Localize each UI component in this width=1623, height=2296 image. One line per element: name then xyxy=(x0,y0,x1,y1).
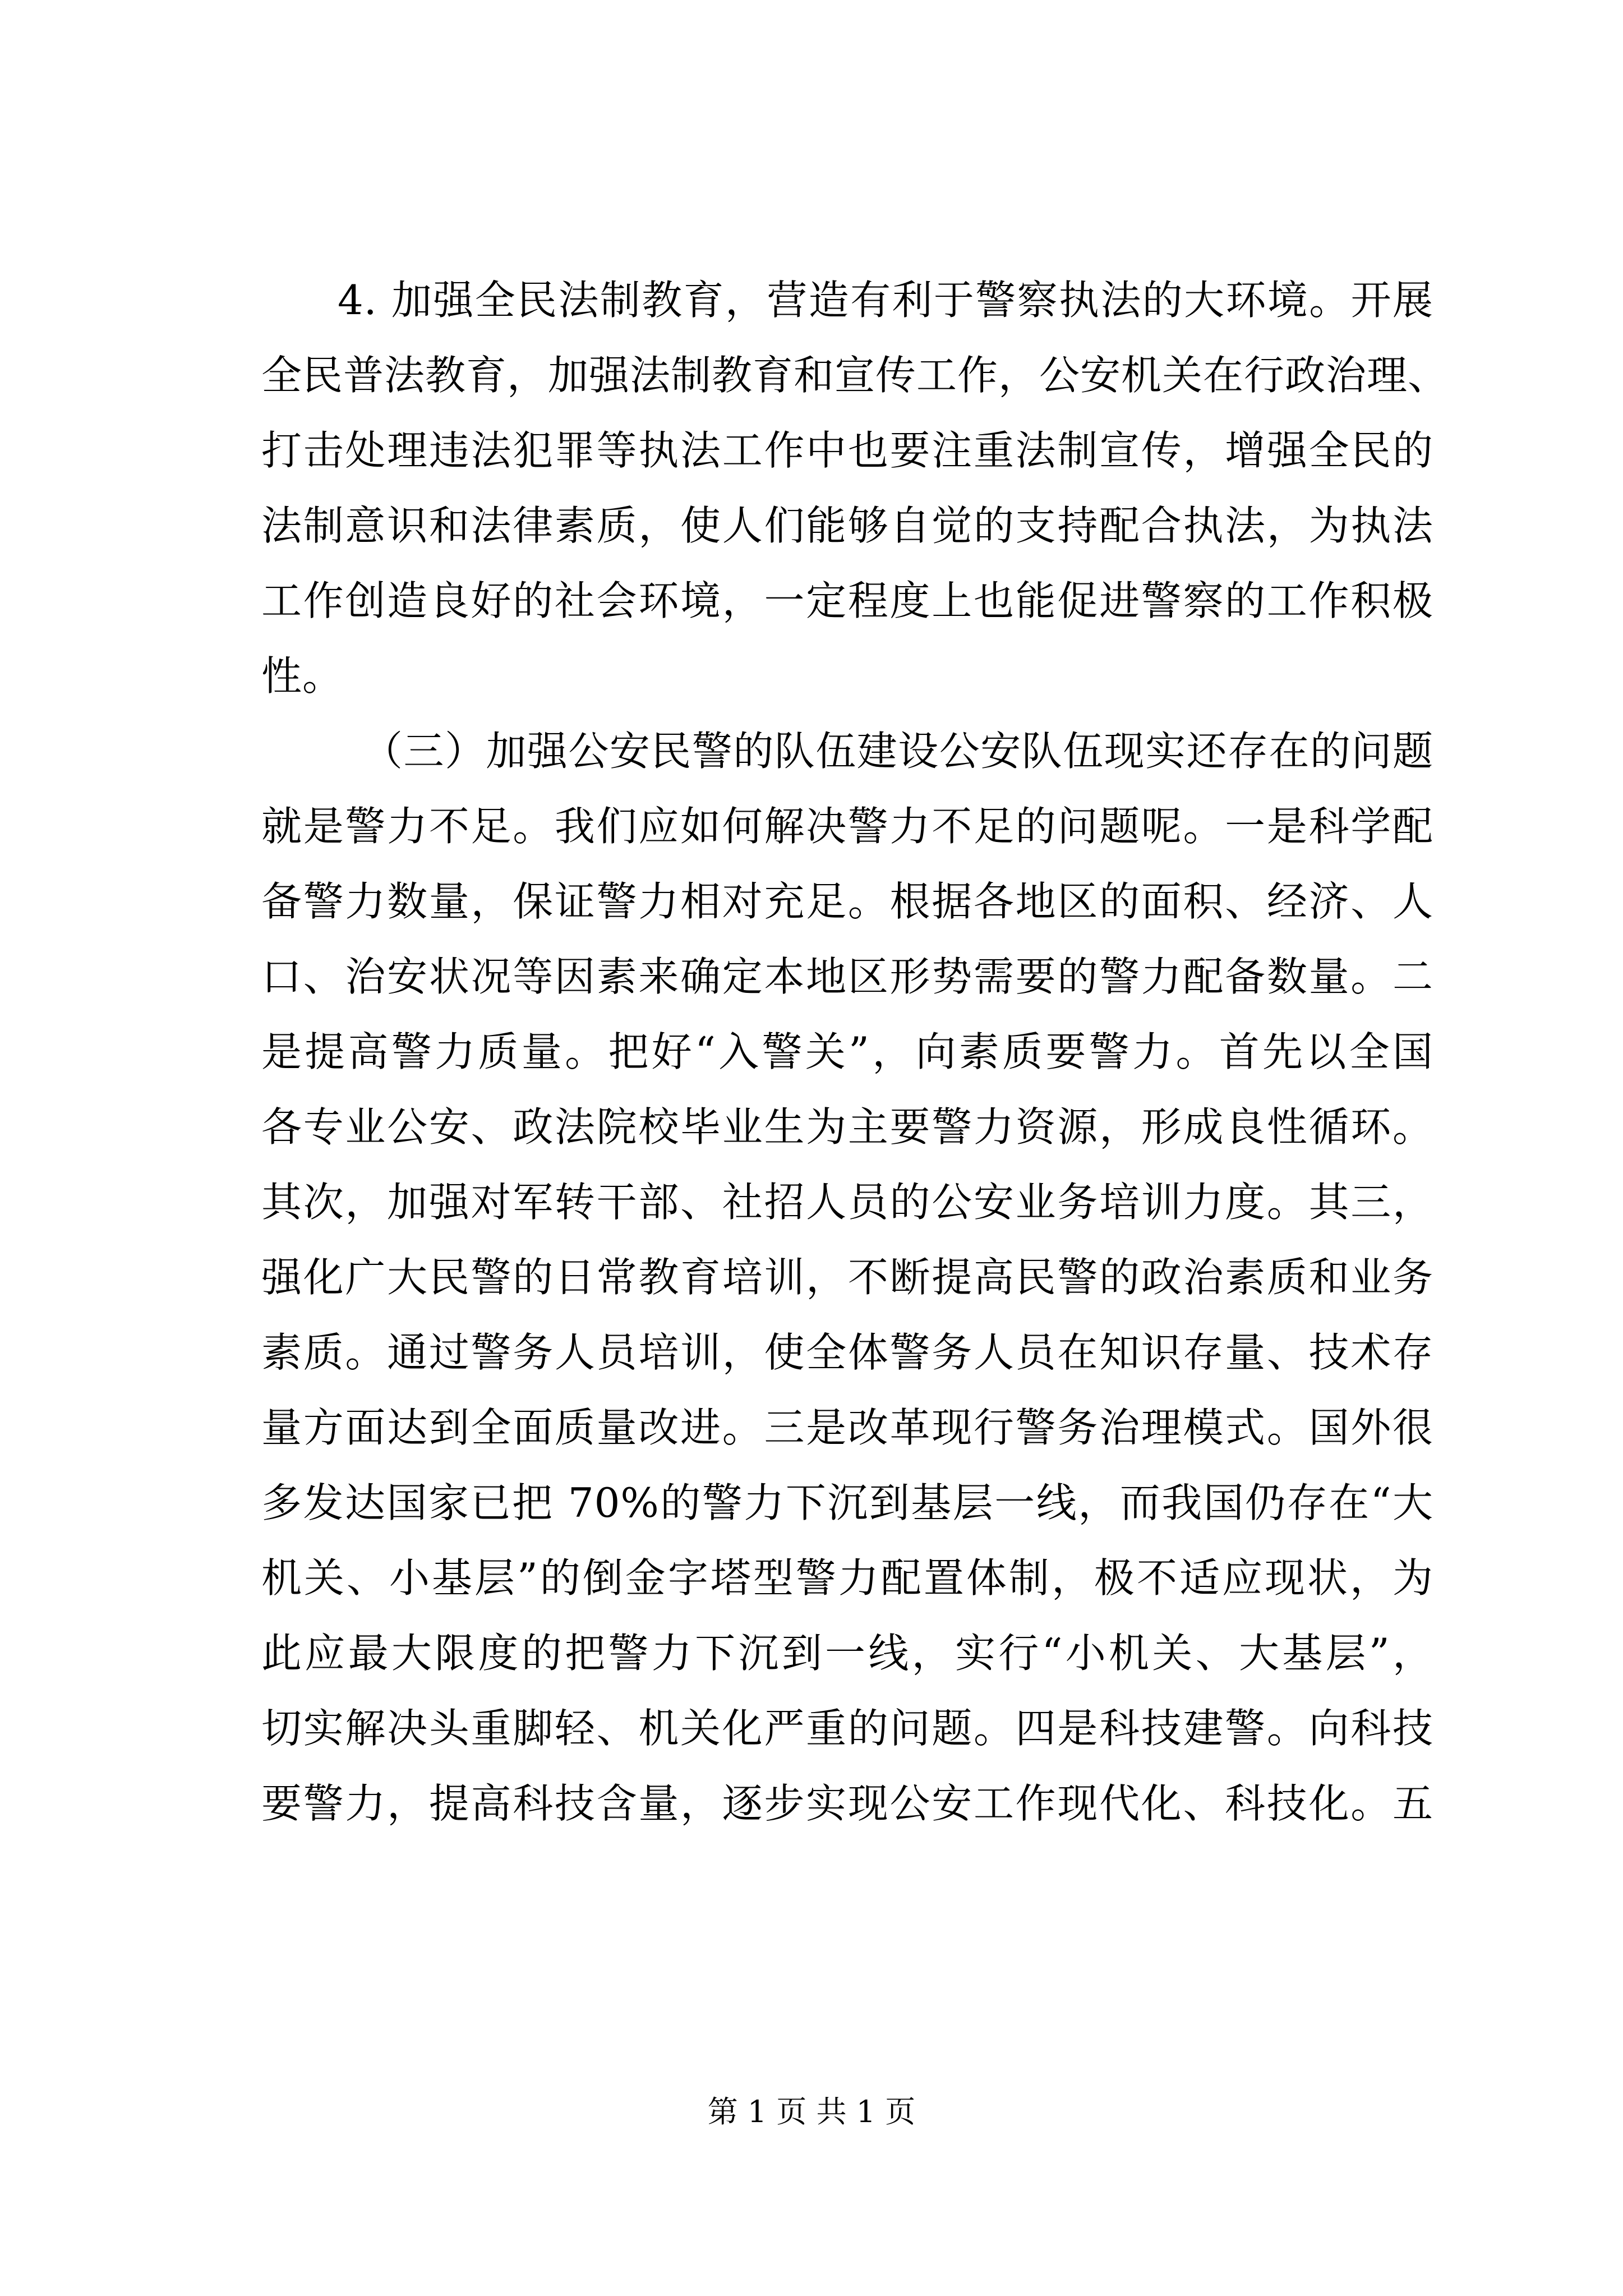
text-line: 量方面达到全面质量改进。三是改革现行警务治理模式。国外很 xyxy=(261,1404,1433,1451)
text-line: 素质。通过警务人员培训，使全体警务人员在知识存量、技术存 xyxy=(261,1329,1433,1376)
text-line: 4. 加强全民法制教育，营造有利于警察执法的大环境。开展 xyxy=(338,277,1433,324)
page-number-footer: 第 1 页 共 1 页 xyxy=(707,2094,916,2129)
text-line: 工作创造良好的社会环境，一定程度上也能促进警察的工作积极 xyxy=(261,577,1433,624)
text-line: 是提高警力质量。把好“入警关”，向素质要警力。首先以全国 xyxy=(261,1028,1433,1075)
text-line: 法制意识和法律素质，使人们能够自觉的支持配合执法，为执法 xyxy=(261,502,1433,549)
text-line: 强化广大民警的日常教育培训，不断提高民警的政治素质和业务 xyxy=(261,1254,1433,1301)
text-line: 全民普法教育，加强法制教育和宣传工作，公安机关在行政治理、 xyxy=(261,352,1449,399)
text-line: 机关、小基层”的倒金字塔型警力配置体制，极不适应现状，为 xyxy=(261,1554,1433,1602)
text-line: 要警力，提高科技含量，逐步实现公安工作现代化、科技化。五 xyxy=(261,1780,1433,1827)
text-line: （三）加强公安民警的队伍建设公安队伍现实还存在的问题 xyxy=(362,728,1433,775)
text-line: 性。 xyxy=(261,652,344,700)
text-line: 备警力数量，保证警力相对充足。根据各地区的面积、经济、人 xyxy=(261,878,1433,925)
text-line: 其次，加强对军转干部、社招人员的公安业务培训力度。其三， xyxy=(261,1179,1433,1226)
text-line: 此应最大限度的把警力下沉到一线，实行“小机关、大基层”， xyxy=(261,1630,1433,1677)
text-line: 多发达国家已把 70%的警力下沉到基层一线，而我国仍存在“大 xyxy=(261,1479,1433,1526)
text-line: 各专业公安、政法院校毕业生为主要警力资源，形成良性循环。 xyxy=(261,1103,1433,1151)
text-line: 就是警力不足。我们应如何解决警力不足的问题呢。一是科学配 xyxy=(261,803,1433,850)
text-line: 口、治安状况等因素来确定本地区形势需要的警力配备数量。二 xyxy=(261,953,1433,1000)
text-line: 打击处理违法犯罪等执法工作中也要注重法制宣传，增强全民的 xyxy=(261,427,1433,474)
text-line: 切实解决头重脚轻、机关化严重的问题。四是科技建警。向科技 xyxy=(261,1705,1433,1752)
